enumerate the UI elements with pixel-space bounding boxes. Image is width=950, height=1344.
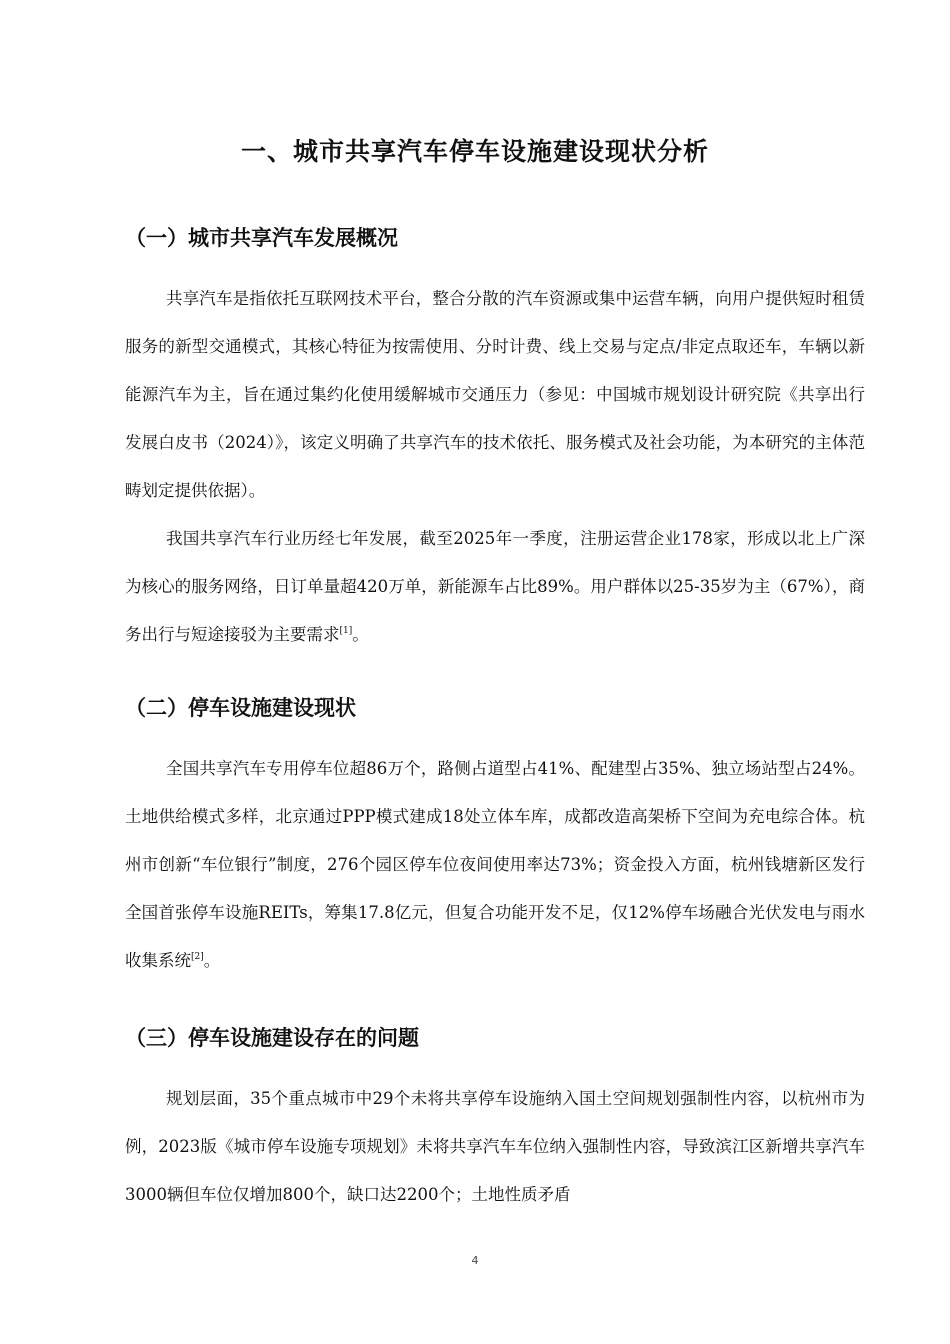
paragraph-planning-problems: [125, 1075, 865, 1219]
paragraph-text: 全国共享汽车专用停车位超86万个，路侧占道型占41%、配建型占35%、独立场站型占24%。土地供给模式多样，北京通过PPP模式建成18处立体车库，成都改造高架桥下空间为充电综合体。杭州市创新“车位银行”制度，276个园区停车位夜间使用率达73%；资金投入方面，杭州钱塘新区发行全国首张停车设施REITs，筹集17.8亿元，但复合功能开发不足，仅12%停车场融合光伏发电与雨水收集系统: [125, 759, 865, 970]
paragraph-parking-status: [125, 745, 865, 985]
citation-ref[interactable]: [2]: [191, 952, 204, 962]
section-heading-overview: （一）城市共享汽车发展概况: [125, 226, 398, 250]
paragraph-industry-stats: [125, 515, 865, 659]
paragraph-tail: 。: [203, 951, 221, 970]
paragraph-text: 规划层面，35个重点城市中29个未将共享停车设施纳入国土空间规划强制性内容，以杭州市为例，2023版《城市停车设施专项规划》未将共享汽车车位纳入强制性内容，导致滨江区新增共享汽车3000辆但车位仅增加800个，缺口达2200个；土地性质矛盾: [125, 1089, 865, 1204]
paragraph-text: 我国共享汽车行业历经七年发展，截至2025年一季度，注册运营企业178家，形成以北上广深为核心的服务网络，日订单量超420万单，新能源车占比89%。用户群体以25-35岁为主（67%），商务出行与短途接驳为主要需求: [125, 529, 865, 644]
section-heading-problems: （三）停车设施建设存在的问题: [125, 1026, 419, 1050]
paragraph-definition: [125, 275, 865, 515]
page-number: 4: [471, 1254, 479, 1267]
page-title: 一、城市共享汽车停车设施建设现状分析: [240, 137, 709, 166]
citation-ref[interactable]: [1]: [339, 626, 353, 636]
section-heading-current-status: （二）停车设施建设现状: [125, 696, 356, 720]
paragraph-tail: 。: [352, 625, 369, 644]
paragraph-text: 共享汽车是指依托互联网技术平台，整合分散的汽车资源或集中运营车辆，向用户提供短时租赁服务的新型交通模式，其核心特征为按需使用、分时计费、线上交易与定点/非定点取还车，车辆以新能源汽车为主，旨在通过集约化使用缓解城市交通压力（参见：中国城市规划设计研究院《共享出行发展白皮书（2024）》，该定义明确了共享汽车的技术依托、服务模式及社会功能，为本研究的主体范畴划定提供依据）。: [125, 289, 865, 500]
